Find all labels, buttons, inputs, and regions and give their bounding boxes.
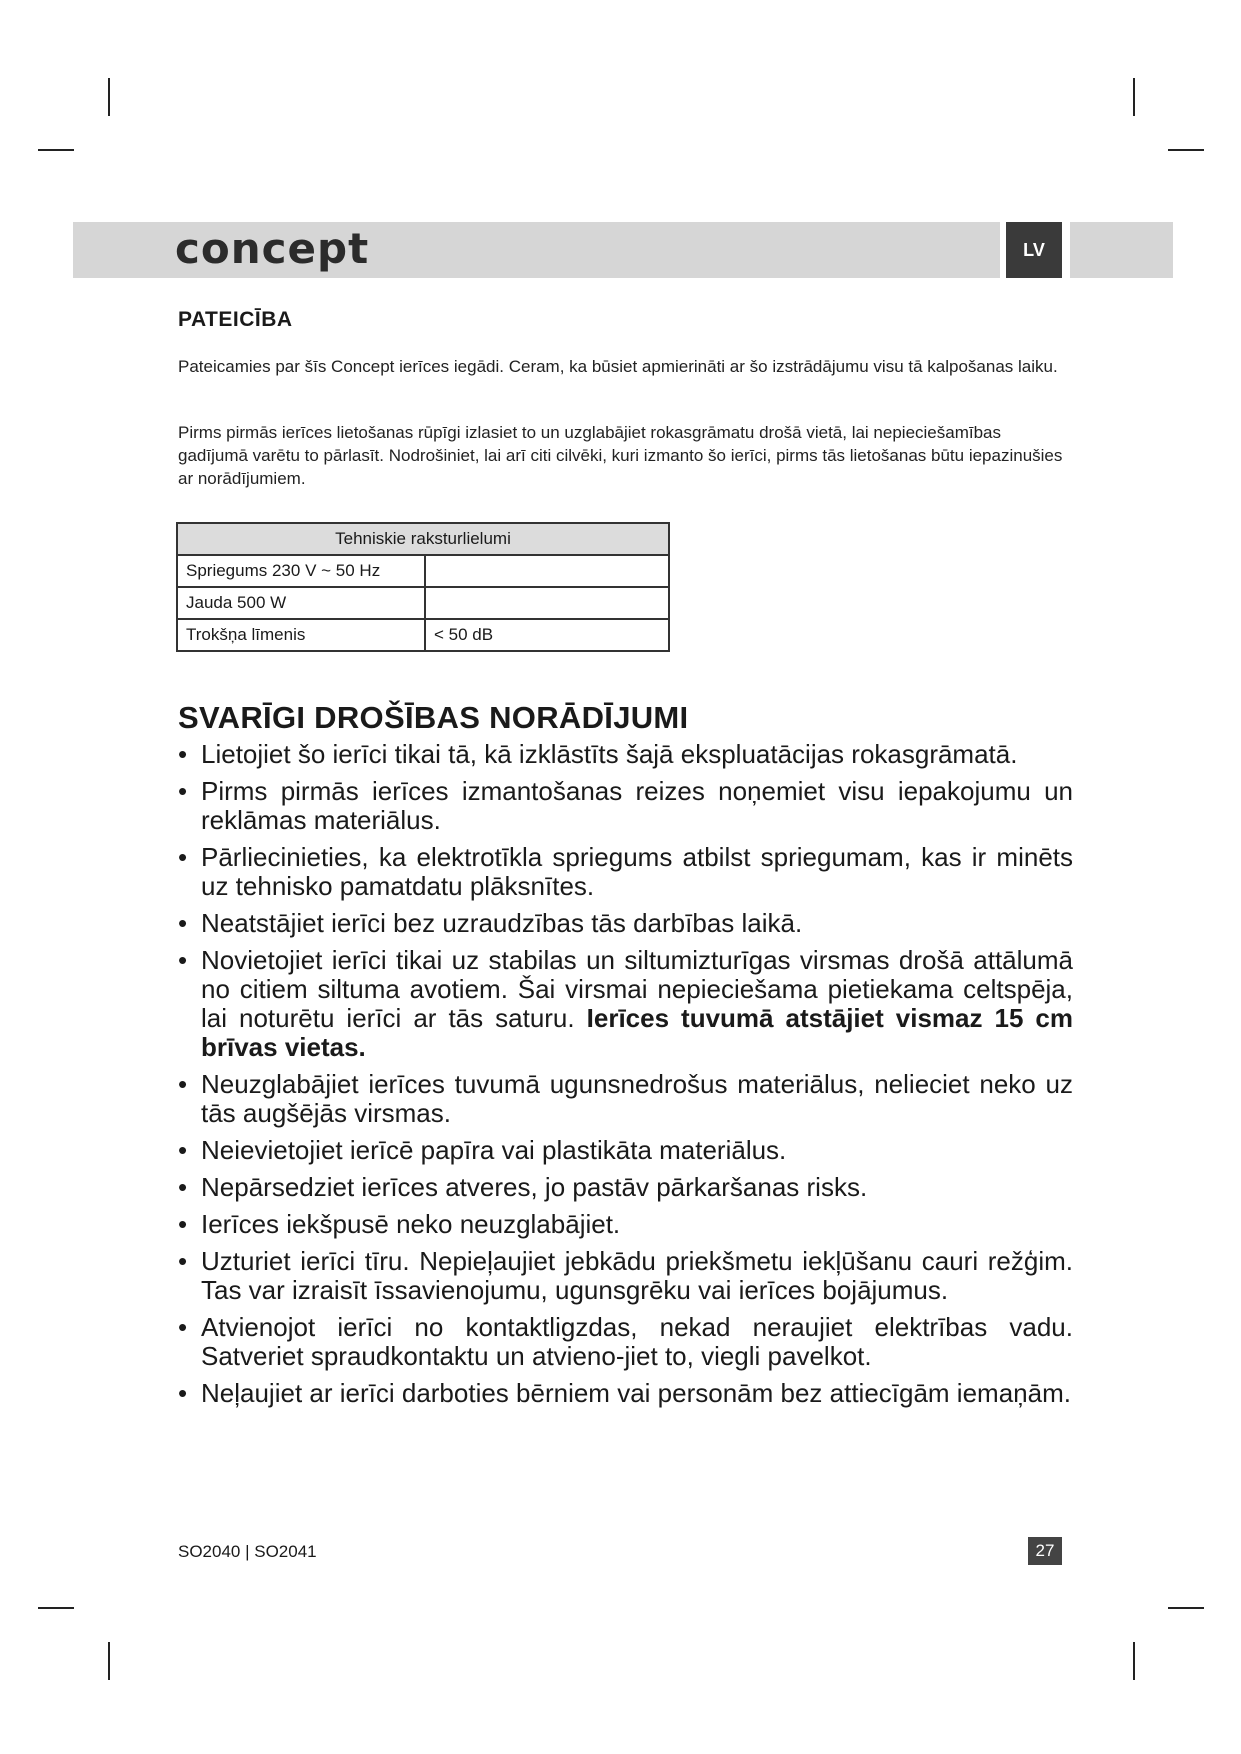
thanks-paragraph: Pateicamies par šīs Concept ierīces iegādi. Ceram, ka būsiet apmierināti ar šo izstrādājumu visu tā kalpošanas laiku. [178,357,1058,376]
language-badge: LV [1006,222,1062,278]
thanks-heading: PATEICĪBA [178,308,293,331]
crop-mark [108,78,110,116]
crop-mark [108,1642,110,1680]
specs-title: Tehniskie raksturlielumi [177,523,669,555]
crop-mark [38,149,74,151]
list-item: • Uzturiet ierīci tīru. Nepieļaujiet jebkādu priekšmetu iekļūšanu cauri režģim. Tas var izraisīt īssavienojumu, ugunsgrēku vai ierīces bojājumus. [178,1247,1073,1305]
spec-value [425,587,669,619]
list-item: • Pārliecinieties, ka elektrotīkla spriegums atbilst spriegumam, kas ir minēts uz tehnisko pamatdatu plāksnītes. [178,843,1073,901]
crop-mark [1133,78,1135,116]
list-item: • Neatstājiet ierīci bez uzraudzības tās darbības laikā. [178,909,1073,938]
list-item: • Atvienojot ierīci no kontaktligzdas, nekad neraujiet elektrības vadu. Satveriet spraudkontaktu un atvieno-jiet to, viegli pavelkot. [178,1313,1073,1371]
list-item: • Neļaujiet ar ierīci darboties bērniem vai personām bez attiecīgām iemaņām. [178,1379,1073,1408]
crop-mark [1168,1607,1204,1609]
header-separator [1062,222,1070,278]
spec-value [425,555,669,587]
safety-heading: SVARĪGI DROŠĪBAS NORĀDĪJUMI [178,700,689,735]
instructions-paragraph: Pirms pirmās ierīces lietošanas rūpīgi izlasiet to un uzglabājiet rokasgrāmatu drošā vietā, lai nepieciešamības gadījumā varētu to pārlasīt. Nodrošiniet, lai arī citi cilvēki, kuri izmanto šo ierīci, pirms tās lietošanas būtu iepazinušies ar norādījumiem. [178,423,1063,488]
list-item: • Lietojiet šo ierīci tikai tā, kā izklāstīts šajā ekspluatācijas rokasgrāmatā. [178,740,1073,769]
list-item: • Pirms pirmās ierīces izmantošanas reizes noņemiet visu iepakojumu un reklāmas materiālus. [178,777,1073,835]
spec-label: Spriegums 230 V ~ 50 Hz [177,555,425,587]
spec-label: Trokšņa līmenis [177,619,425,651]
list-item: • Neievietojiet ierīcē papīra vai plastikāta materiālus. [178,1136,1073,1165]
table-row [177,619,669,651]
list-item: • Ierīces iekšpusē neko neuzglabājiet. [178,1210,1073,1239]
table-row [177,555,669,587]
page-number: 27 [1028,1537,1062,1565]
table-row [177,523,669,555]
list-item: • Novietojiet ierīci tikai uz stabilas un siltumizturīgas virsmas drošā attālumā no citiem siltuma avotiem. Šai virsmai nepieciešama pietiekama celtspēja, lai noturētu ierīci ar tās saturu. Ierīces tuvumā atstājiet vismaz 15 cm brīvas vietas. [178,946,1073,1062]
safety-list [178,740,1073,1416]
brand-logo: concept [175,224,370,273]
model-numbers: SO2040 | SO2041 [178,1542,317,1561]
table-row [177,587,669,619]
list-item: • Neuzglabājiet ierīces tuvumā ugunsnedrošus materiālus, nelieciet neko uz tās augšējās virsmas. [178,1070,1073,1128]
spec-value: < 50 dB [425,619,669,651]
crop-mark [38,1607,74,1609]
crop-mark [1133,1642,1135,1680]
crop-mark [1168,149,1204,151]
clearance-note: Ierīces tuvumā atstājiet vismaz 15 cm brīvas vietas. [201,1003,1074,1062]
list-item: • Nepārsedziet ierīces atveres, jo pastāv pārkaršanas risks. [178,1173,1073,1202]
specs-table [176,522,670,652]
spec-label: Jauda 500 W [177,587,425,619]
